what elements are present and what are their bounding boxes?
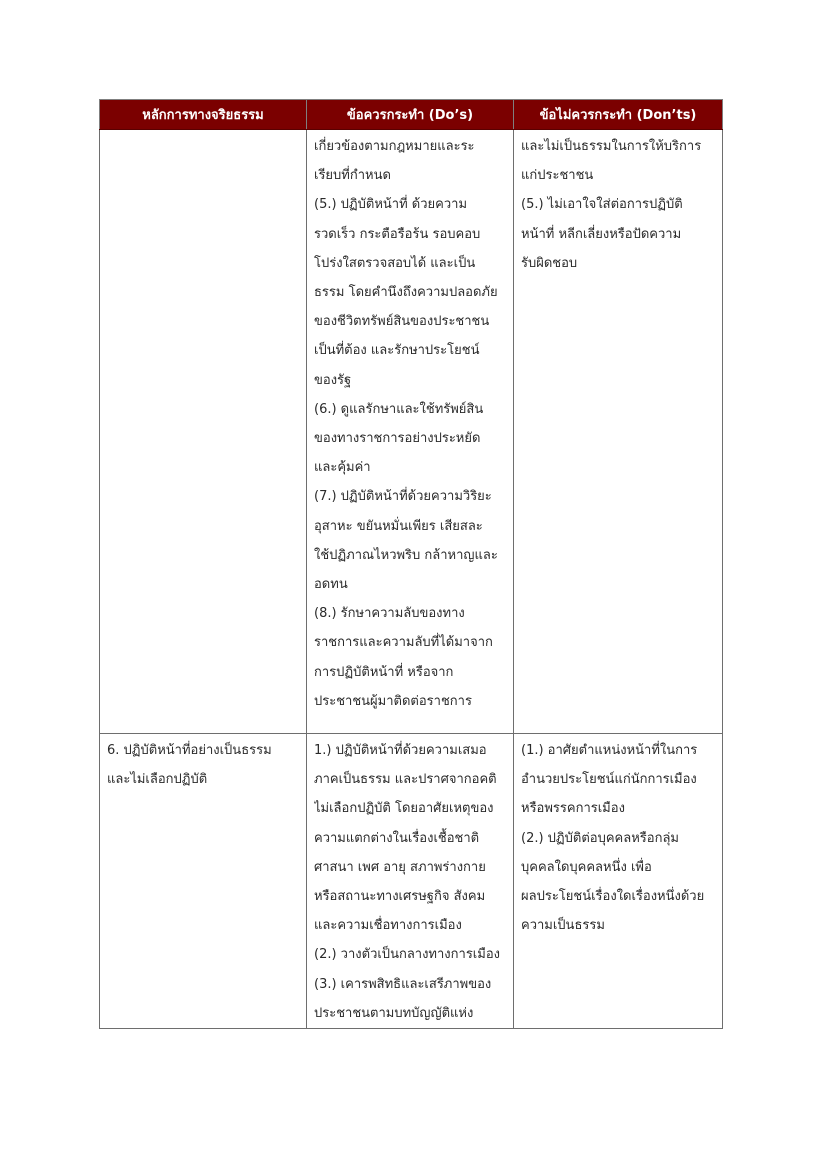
- text-line: (2.) วางตัวเป็นกลางทางการเมือง: [314, 947, 500, 963]
- text-line: โปร่งใสตรวจสอบได้ และเป็น: [314, 255, 476, 271]
- text-line: เรียบที่กำหนด: [314, 168, 391, 184]
- text-line: ของทางราชการอย่างประหยัด: [314, 431, 481, 447]
- text-line: ประชาชนผู้มาติดต่อราชการ: [314, 693, 472, 709]
- text-line: (3.) เคารพสิทธิและเสรีภาพของ: [314, 976, 492, 992]
- text-line: และไม่เป็นธรรมในการให้บริการ: [521, 139, 702, 154]
- table-header-row: [100, 100, 723, 130]
- text-line: ของชีวิตทรัพย์สินของประชาชน: [314, 314, 490, 330]
- text-line: ไม่เลือกปฏิบัติ โดยอาศัยเหตุของ: [314, 801, 494, 817]
- text-line: อุสาหะ ขยันหมั่นเพียร เสียสละ: [314, 518, 483, 534]
- text-line: อำนวยประโยชน์แก่นักการเมือง: [521, 772, 697, 788]
- text-line: 6. ปฏิบัติหน้าที่อย่างเป็นธรรม: [107, 743, 272, 758]
- text-line: (7.) ปฏิบัติหน้าที่ด้วยความวิริยะ: [314, 489, 492, 505]
- text-line: เป็นที่ต้อง และรักษาประโยชน์: [314, 343, 480, 359]
- text-line: หรือสถานะทางเศรษฐกิจ สังคม: [314, 889, 486, 905]
- text-line: (6.) ดูแลรักษาและใช้ทรัพย์สิน: [314, 401, 484, 417]
- text-line: เกี่ยวข้องตามกฎหมายและระ: [314, 139, 475, 154]
- text-line: ประชาชนตามบทบัญญัติแห่ง: [314, 1005, 474, 1021]
- text-line: หรือพรรคการเมือง: [521, 801, 625, 817]
- header-donts: ข้อไม่ควรกระทำ (Don’ts): [514, 100, 723, 130]
- text-line: ผลประโยชน์เรื่องใดเรื่องหนึ่งด้วย: [521, 889, 705, 905]
- cell-principle: [100, 734, 307, 1029]
- text-line: ราชการและความลับที่ได้มาจาก: [314, 635, 493, 651]
- text-line: และคุ้มค่า: [314, 460, 371, 476]
- text-line: ของรัฐ: [314, 372, 352, 388]
- text-line: รวดเร็ว กระตือรือร้น รอบคอบ: [314, 226, 481, 242]
- text-line: (8.) รักษาความลับของทาง: [314, 606, 465, 622]
- text-line: (5.) ปฏิบัติหน้าที่ ด้วยความ: [314, 197, 468, 213]
- cell-principle: [100, 130, 307, 734]
- cell-dos: [307, 130, 514, 734]
- text-line: (5.) ไม่เอาใจใส่ต่อการปฏิบัติ: [521, 197, 683, 213]
- cell-dos: [307, 734, 514, 1029]
- text-line: (2.) ปฏิบัติต่อบุคคลหรือกลุ่ม: [521, 830, 679, 846]
- text-line: รับผิดชอบ: [521, 255, 578, 271]
- text-line: 1.) ปฏิบัติหน้าที่ด้วยความเสมอ: [314, 743, 487, 758]
- text-line: ธรรม โดยคำนึงถึงความปลอดภัย: [314, 285, 498, 301]
- text-line: ศาสนา เพศ อายุ สภาพร่างกาย: [314, 859, 486, 875]
- table-row: [100, 734, 723, 1029]
- ethics-table: [99, 99, 723, 1029]
- text-line: อดทน: [314, 577, 348, 593]
- text-line: ความแตกต่างในเรื่องเชื้อชาติ: [314, 830, 480, 846]
- header-principle: หลักการทางจริยธรรม: [100, 100, 307, 130]
- text-line: และไม่เลือกปฏิบัติ: [107, 772, 208, 788]
- text-line: ภาคเป็นธรรม และปราศจากอคติ: [314, 772, 497, 788]
- text-line: และความเชื่อทางการเมือง: [314, 918, 462, 934]
- text-line: (1.) อาศัยตำแหน่งหน้าที่ในการ: [521, 743, 698, 758]
- text-line: แก่ประชาชน: [521, 168, 594, 184]
- text-line: บุคคลใดบุคคลหนึ่ง เพื่อ: [521, 859, 652, 875]
- cell-donts: [514, 130, 723, 734]
- text-line: หน้าที่ หลีกเลี่ยงหรือปัดความ: [521, 226, 682, 242]
- cell-donts: [514, 734, 723, 1029]
- text-line: ใช้ปฏิภาณไหวพริบ กล้าหาญและ: [314, 547, 498, 563]
- header-dos: ข้อควรกระทำ (Do’s): [307, 100, 514, 130]
- text-line: ความเป็นธรรม: [521, 918, 605, 934]
- text-line: การปฏิบัติหน้าที่ หรือจาก: [314, 664, 454, 680]
- table-row: [100, 130, 723, 734]
